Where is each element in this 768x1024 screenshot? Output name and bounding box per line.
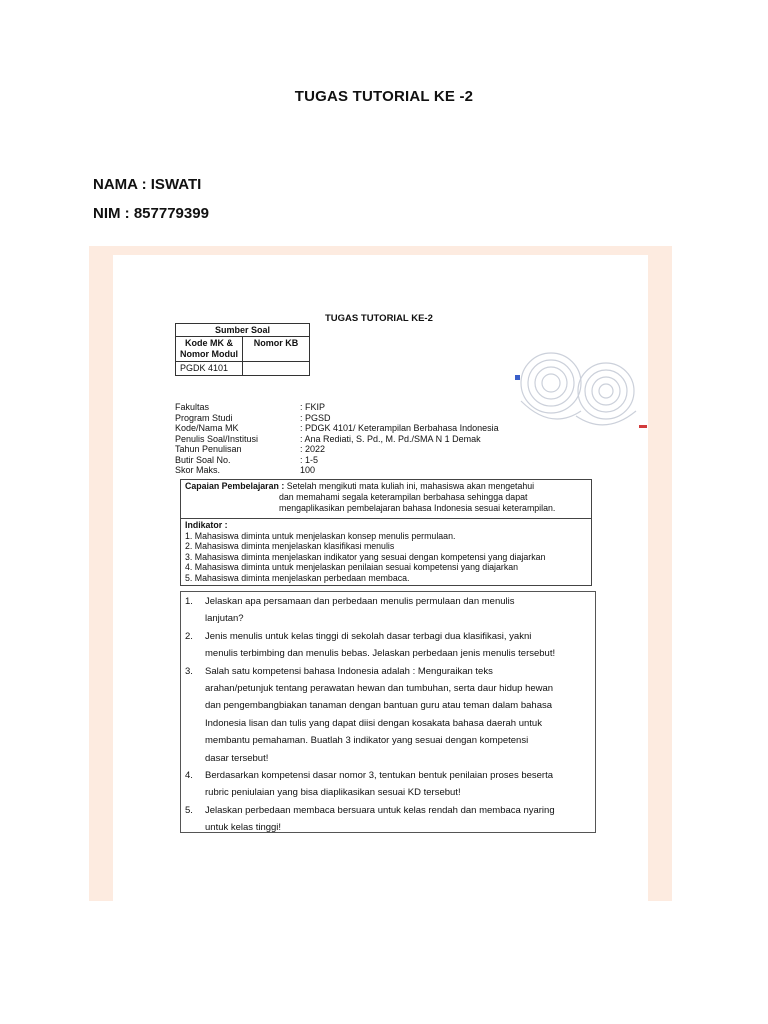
- question-line: membantu pemahaman. Buatlah 3 indikator yang sesuai dengan kompetensi: [205, 735, 529, 747]
- learning-outcome-line: Setelah mengikuti mata kuliah ini, mahasiswa akan mengetahui: [286, 481, 535, 491]
- student-name: NAMA : ISWATI: [93, 176, 202, 193]
- question-line: menulis terbimbing dan menulis bebas. Jelaskan perbedaan jenis menulis tersebut!: [205, 648, 556, 660]
- question-number: 1.: [185, 596, 193, 607]
- faded-stamp-icon: [511, 341, 649, 437]
- question-line: dasar tersebut!: [205, 752, 269, 764]
- question-number: 3.: [185, 665, 193, 677]
- info-value: : 2022: [300, 444, 326, 454]
- learning-outcome-box: [180, 479, 592, 519]
- question-item: [185, 663, 591, 767]
- indicator-item: 4. Mahasiswa diminta untuk menjelaskan penilaian sesuai kompetensi yang diajarkan: [185, 562, 519, 573]
- question-line: Indonesia lisan dan tulis yang dapat diisi dengan kosakata bahasa daerah untuk: [205, 717, 542, 729]
- indicator-item: 5. Mahasiswa diminta menjelaskan perbedaan membaca.: [185, 572, 410, 583]
- info-value: : PGSD: [300, 412, 331, 423]
- questions-box: [180, 591, 596, 833]
- info-row: [175, 423, 499, 434]
- question-number: 4.: [185, 770, 193, 782]
- info-label: Butir Soal No.: [175, 454, 231, 465]
- question-line: Salah satu kompetensi bahasa Indonesia adalah : Menguraikan teks: [205, 665, 493, 677]
- source-col-course-code: Kode MK & Nomor Modul: [176, 337, 243, 362]
- question-line: untuk kelas tinggi!: [205, 822, 282, 834]
- indicator-item: 1. Mahasiswa diminta untuk menjelaskan konsep menulis permulaan.: [185, 530, 456, 541]
- scanned-document-frame: [89, 246, 672, 901]
- learning-outcome-label: Capaian Pembelajaran :: [185, 481, 285, 491]
- indicator-item: 2. Mahasiswa diminta menjelaskan klasifikasi menulis: [185, 541, 395, 552]
- question-line: Berdasarkan kompetensi dasar nomor 3, tentukan bentuk penilaian proses beserta: [205, 770, 554, 782]
- question-number: 5.: [185, 804, 193, 816]
- info-row: [175, 444, 499, 455]
- question-item: [185, 802, 591, 837]
- course-info: [175, 402, 499, 476]
- info-label: Fakultas: [175, 402, 210, 412]
- question-line: arahan/petunjuk tentang perawatan hewan dan tumbuhan, serta daur hidup hewan: [205, 683, 554, 695]
- source-table: [175, 323, 310, 376]
- learning-outcome-line: dan memahami segala keterampilan berbahasa sehingga dapat: [279, 492, 528, 502]
- info-row: [175, 434, 499, 445]
- scan-title: TUGAS TUTORIAL KE-2: [325, 313, 433, 324]
- indicator-box: [180, 518, 592, 586]
- scanned-document-page: [113, 255, 648, 901]
- page-title: TUGAS TUTORIAL KE -2: [294, 88, 474, 105]
- info-label: Penulis Soal/Institusi: [175, 433, 259, 444]
- question-line: Jelaskan apa persamaan dan perbedaan menulis permulaan dan menulis: [205, 596, 515, 607]
- info-label: Program Studi: [175, 412, 233, 423]
- info-value: : Ana Rediati, S. Pd., M. Pd./SMA N 1 Demak: [300, 433, 481, 444]
- question-line: Jelaskan perbedaan membaca bersuara untuk kelas rendah dan membaca nyaring: [205, 804, 555, 816]
- source-course-code-value: PGDK 4101: [176, 362, 243, 376]
- question-line: Jenis menulis untuk kelas tinggi di sekolah dasar terbagi dua klasifikasi, yakni: [205, 630, 532, 642]
- student-nim: NIM : 857779399: [93, 205, 209, 222]
- indicator-item: 3. Mahasiswa diminta menjelaskan indikator yang sesuai dengan kompetensi yang diajarkan: [185, 551, 546, 562]
- source-kb-value: [243, 362, 310, 376]
- indicator-title: Indikator :: [185, 520, 228, 530]
- question-item: [185, 767, 591, 802]
- source-table-heading: Sumber Soal: [176, 324, 310, 337]
- learning-outcome-line: mengaplikasikan pembelajaran bahasa Indonesia sesuai keterampilan.: [279, 503, 556, 513]
- info-value: : FKIP: [300, 402, 326, 412]
- question-line: dan pengembangbiakan tanaman dengan bantuan guru atau teman dalam bahasa: [205, 700, 553, 712]
- info-row: [175, 402, 499, 413]
- question-item: [185, 593, 591, 628]
- info-row: [175, 413, 499, 424]
- question-item: [185, 628, 591, 663]
- question-line: lanjutan?: [205, 613, 244, 625]
- info-value: : PDGK 4101/ Keterampilan Berbahasa Indonesia: [300, 423, 499, 433]
- info-label: Skor Maks.: [175, 465, 221, 475]
- info-value: : 1-5: [300, 454, 319, 465]
- info-row: [175, 455, 499, 466]
- question-number: 2.: [185, 630, 193, 642]
- question-line: rubric peniulaian yang bisa diaplikasikan sesuai KD tersebut!: [205, 787, 461, 799]
- info-row: [175, 465, 499, 476]
- info-value: 100: [300, 465, 316, 475]
- info-label: Tahun Penulisan: [175, 444, 242, 454]
- info-label: Kode/Nama MK: [175, 423, 239, 433]
- source-col-kb-number: Nomor KB: [243, 337, 310, 362]
